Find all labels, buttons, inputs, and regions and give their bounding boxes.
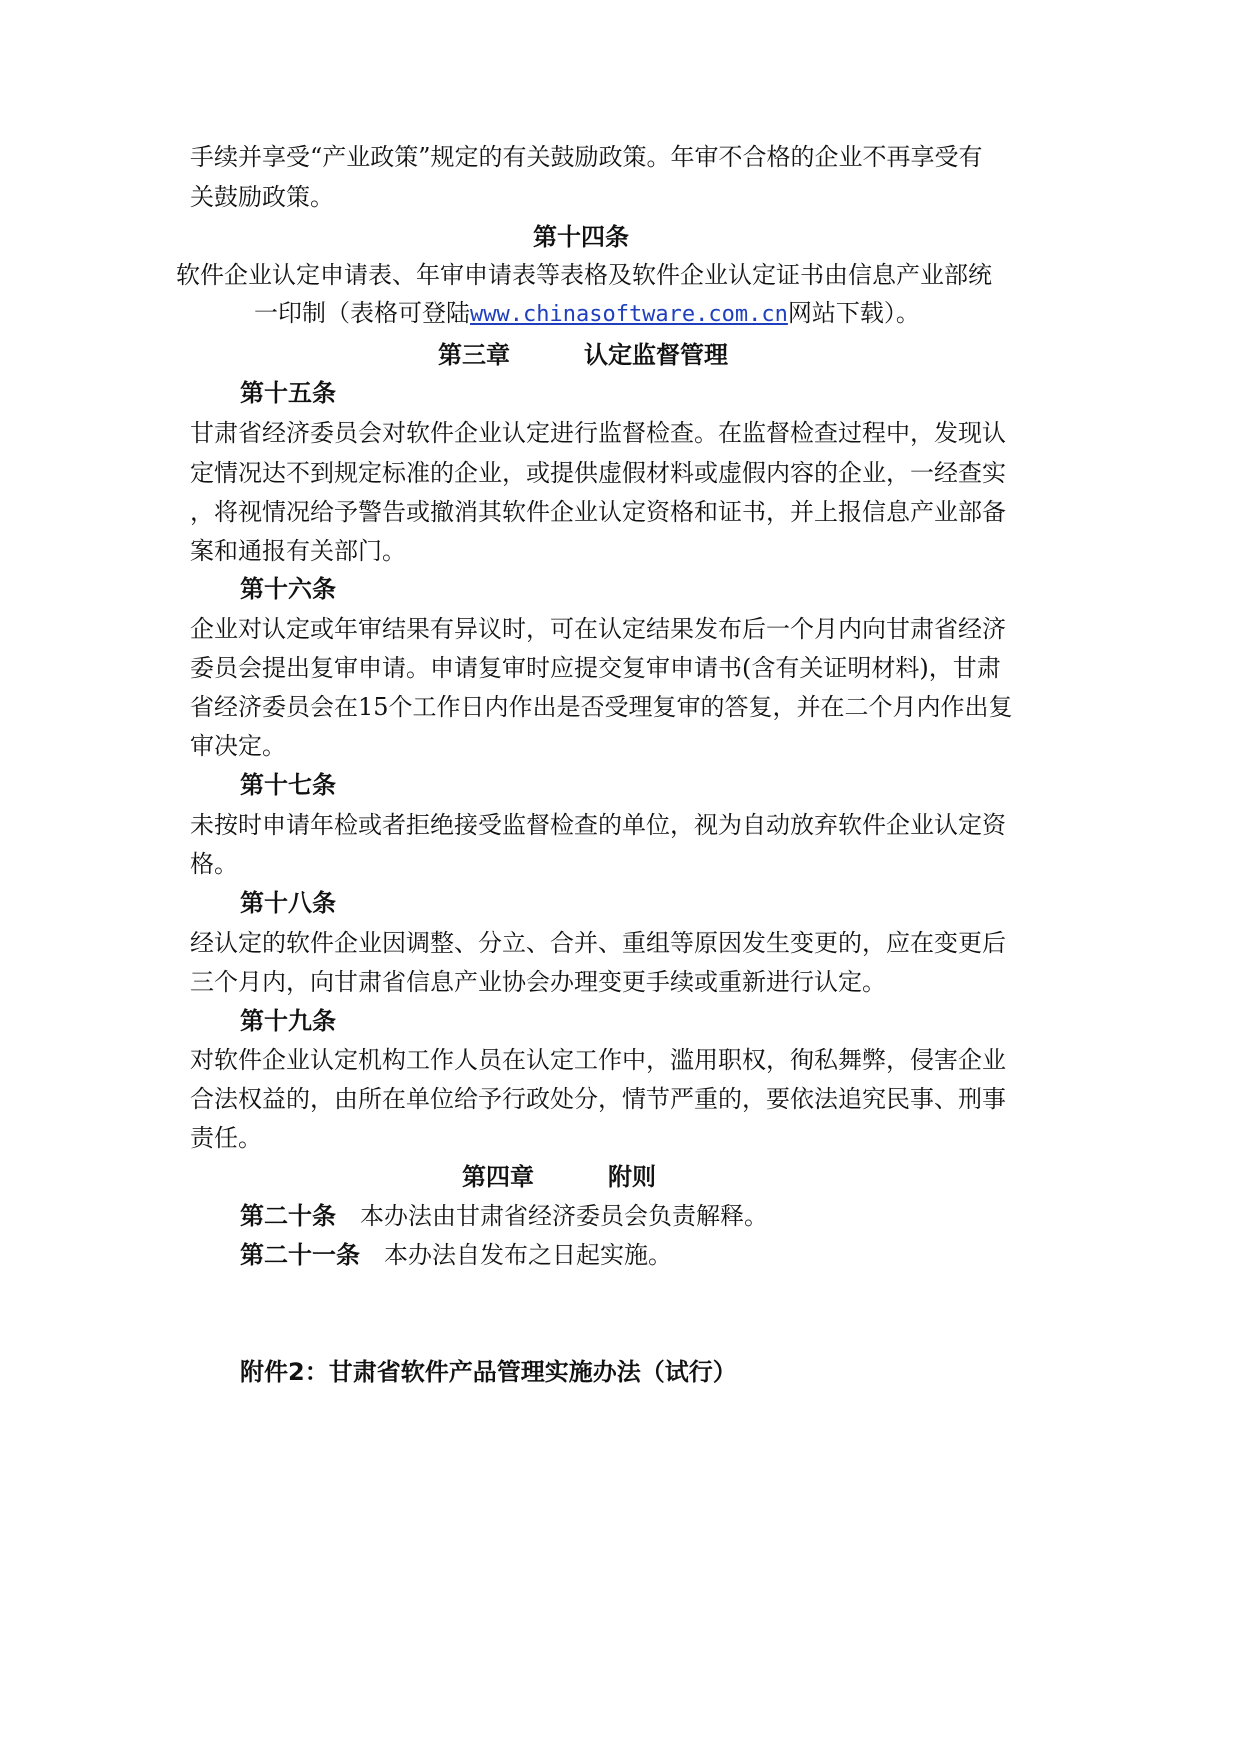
body-text-line: 未按时申请年检或者拒绝接受监督检查的单位，视为自动放弃软件企业认定资 [190,811,1006,839]
article-20-text: 本办法由甘肃省经济委员会负责解释。 [360,1202,768,1230]
body-text-line: 审决定。 [190,732,286,760]
body-text-line [254,298,920,330]
body-text-line: 案和通报有关部门。 [190,537,406,565]
article-21-heading: 第二十一条 [240,1241,360,1269]
article-18-heading: 第十八条 [240,889,336,917]
attachment-title: 附件2：甘肃省软件产品管理实施办法（试行） [240,1358,737,1386]
article-19-heading: 第十九条 [240,1007,336,1035]
article-20 [240,1201,768,1231]
article-17-heading: 第十七条 [240,771,336,799]
body-text-line: 对软件企业认定机构工作人员在认定工作中，滥用职权，徇私舞弊，侵害企业 [190,1046,1006,1074]
chapter-3-number: 第三章 [438,341,510,369]
text-segment: 一印制（表格可登陆 [254,299,470,327]
body-text-line: 委员会提出复审申请。申请复审时应提交复审申请书(含有关证明材料)，甘肃 [190,654,1001,682]
chapter-4-number: 第四章 [462,1163,534,1191]
body-text-line: 软件企业认定申请表、年审申请表等表格及软件企业认定证书由信息产业部统 [176,261,992,289]
body-text-line: 定情况达不到规定标准的企业，或提供虚假材料或虚假内容的企业，一经查实 [190,459,1006,487]
article-21-text: 本办法自发布之日起实施。 [384,1241,672,1269]
chapter-3-title: 认定监督管理 [584,341,728,369]
text-segment: 网站下载）。 [787,299,920,327]
article-15-heading: 第十五条 [240,379,336,407]
body-text-line: ，将视情况给予警告或撤消其软件企业认定资格和证书，并上报信息产业部备 [190,498,1006,526]
body-text-line: 甘肃省经济委员会对软件企业认定进行监督检查。在监督检查过程中，发现认 [190,419,1006,447]
chapter-4-title: 附则 [608,1163,656,1191]
body-text-line: 企业对认定或年审结果有异议时，可在认定结果发布后一个月内向甘肃省经济 [190,615,1006,643]
body-text-line: 格。 [190,850,238,878]
body-text-line: 合法权益的，由所在单位给予行政处分，情节严重的，要依法追究民事、刑事 [190,1085,1006,1113]
article-16-heading: 第十六条 [240,575,336,603]
article-21 [240,1240,672,1270]
body-text-line: 经认定的软件企业因调整、分立、合并、重组等原因发生变更的，应在变更后 [190,929,1006,957]
website-link[interactable]: www.chinasoftware.com.cn [470,302,788,327]
article-14-heading: 第十四条 [533,223,629,251]
body-text-line: 手续并享受“产业政策”规定的有关鼓励政策。年审不合格的企业不再享受有 [190,143,983,171]
article-20-heading: 第二十条 [240,1202,336,1230]
body-text-line: 关鼓励政策。 [190,183,334,211]
body-text-line: 三个月内，向甘肃省信息产业协会办理变更手续或重新进行认定。 [190,968,886,996]
body-text-line: 省经济委员会在15个工作日内作出是否受理复审的答复，并在二个月内作出复 [190,693,1013,721]
body-text-line: 责任。 [190,1124,262,1152]
